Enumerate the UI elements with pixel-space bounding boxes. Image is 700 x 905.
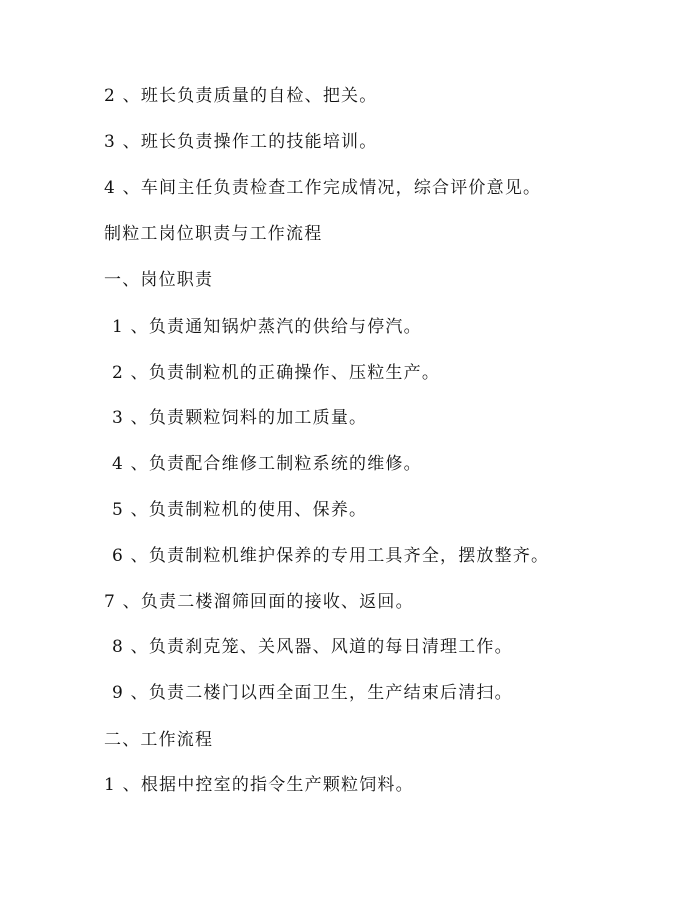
duty-item-8: 8 、负责刹克笼、关风器、风道的每日清理工作。 (112, 637, 513, 657)
duty-item-9: 9 、负责二楼门以西全面卫生，生产结束后清扫。 (112, 683, 513, 703)
duty-item-2: 2 、负责制粒机的正确操作、压粒生产。 (112, 363, 441, 383)
duty-item-1: 1 、负责通知锅炉蒸汽的供给与停汽。 (112, 317, 422, 337)
text-line-3: 4 、车间主任负责检查工作完成情况，综合评价意见。 (104, 178, 542, 198)
duty-item-7: 7 、负责二楼溜筛回面的接收、返回。 (104, 592, 414, 612)
duty-item-6: 6 、负责制粒机维护保养的专用工具齐全，摆放整齐。 (112, 546, 550, 566)
text-line-1: 2 、班长负责质量的自检、把关。 (104, 86, 378, 106)
duty-item-3: 3 、负责颗粒饲料的加工质量。 (112, 408, 368, 428)
workflow-item-1: 1 、根据中控室的指令生产颗粒饲料。 (104, 775, 414, 795)
text-line-2: 3 、班长负责操作工的技能培训。 (104, 132, 378, 152)
duty-item-4: 4 、负责配合维修工制粒系统的维修。 (112, 454, 422, 474)
section-heading-workflow: 二、工作流程 (104, 730, 214, 750)
duty-item-5: 5 、负责制粒机的使用、保养。 (112, 500, 368, 520)
section-heading-duties: 一、岗位职责 (104, 270, 214, 290)
section-title: 制粒工岗位职责与工作流程 (104, 224, 323, 244)
